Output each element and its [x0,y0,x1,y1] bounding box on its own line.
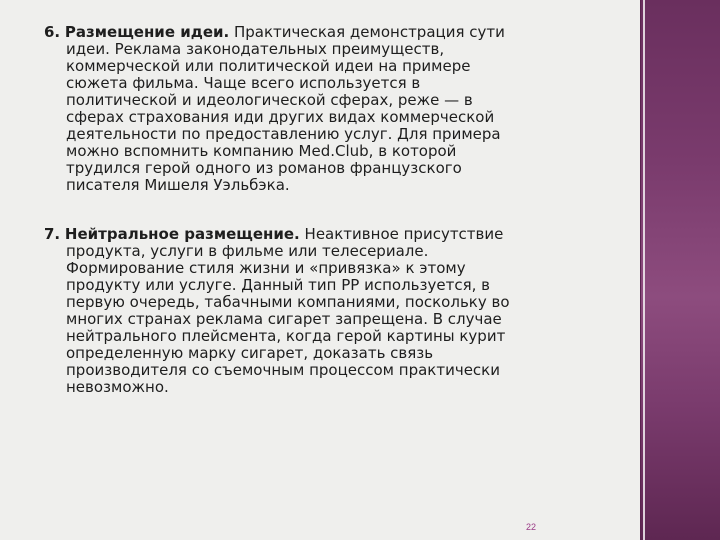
list-item-7-line-5: многих странах реклама сигарет запрещена. В случае [66,310,502,328]
list-item-6-line-9: писателя Мишеля Уэльбэка. [66,176,290,194]
list-item-7-line-4: первую очередь, табачными компаниями, поскольку во [66,293,510,311]
list-item-6-first-line [44,24,604,41]
list-item-6-number: 6. [44,23,61,41]
list-item-6-first-line-text: Практическая демонстрация сути [234,23,505,41]
list-item-7-line-6: нейтрального плейсмента, когда герой картины курит [66,327,506,345]
list-item-7-heading: Нейтральное размещение. [64,225,300,243]
list-item-7-first-line-text: Неактивное присутствие [304,225,504,243]
list-item-6-body [44,41,604,194]
list-item-6 [44,24,604,194]
list-item-7-line-2: Формирование стиля жизни и «привязка» к этому [66,259,466,277]
list-item-6-line-1: идеи. Реклама законодательных преимуществ, [66,40,445,58]
list-item-7-line-8: производителя со съемочным процессом практически [66,361,500,379]
sidebar-divider-stripe [643,0,645,540]
list-item-6-line-6: деятельности по предоставлению услуг. Для примера [66,125,501,143]
list-item-6-line-2: коммерческой или политической идеи на примере [66,57,471,75]
list-item-7-body [44,243,604,396]
list-item-7-line-1: продукта, услуги в фильме или телесериале. [66,242,429,260]
list-item-6-line-7: можно вспомнить компанию Med.Club, в которой [66,142,457,160]
list-item-7 [44,226,604,396]
slide-content [44,24,604,418]
list-item-7-line-7: определенную марку сигарет, доказать связь [66,344,434,362]
list-item-7-number: 7. [44,225,61,243]
list-item-7-line-3: продукту или услуге. Данный тип PP используется, в [66,276,490,294]
list-item-6-line-5: сферах страхования иди других видах коммерческой [66,108,495,126]
decorative-sidebar [640,0,720,540]
list-item-6-line-3: сюжета фильма. Чаще всего используется в [66,74,421,92]
list-item-7-first-line [44,226,604,243]
list-item-6-heading: Размещение идеи. [64,23,230,41]
page-number: 22 [526,522,537,532]
list-item-6-line-4: политической и идеологической сферах, реже — в [66,91,473,109]
list-item-7-line-9: невозможно. [66,378,169,396]
list-item-6-line-8: трудился герой одного из романов французского [66,159,462,177]
